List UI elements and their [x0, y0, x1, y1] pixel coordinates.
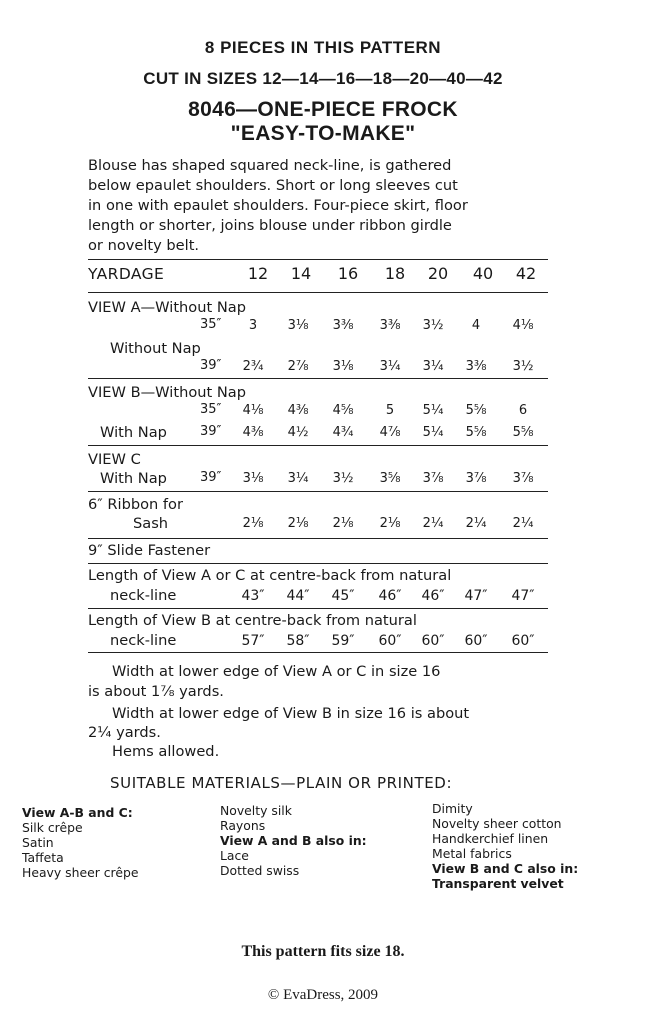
description-line: or novelty belt. — [88, 237, 200, 254]
yardage-cell: 3 — [248, 318, 258, 333]
yardage-cell: 3¼ — [422, 359, 444, 374]
with-nap-label: With Nap — [100, 470, 167, 487]
yardage-cell: 2⅞ — [287, 359, 309, 374]
length-cell: 57″ — [241, 633, 265, 649]
yardage-cell: 5 — [385, 403, 395, 418]
size-header: 14 — [290, 264, 312, 283]
materials-item: Transparent velvet — [432, 876, 564, 891]
description-line: length or shorter, joins blouse under ribbon girdle — [88, 217, 452, 234]
yardage-cell: 5¼ — [422, 403, 444, 418]
length-cell: 60″ — [378, 633, 402, 649]
yardage-cell: 2⅛ — [379, 516, 401, 531]
ribbon-label: 6″ Ribbon for — [88, 496, 183, 513]
materials-column-3 — [432, 801, 578, 891]
materials-heading: SUITABLE MATERIALS—PLAIN OR PRINTED: — [110, 774, 453, 792]
description-line: Blouse has shaped squared neck-line, is gathered — [88, 157, 452, 174]
yardage-cell: 3⅞ — [465, 471, 487, 486]
yardage-cell: 4⅛ — [512, 318, 534, 333]
yardage-cell: 5⅝ — [512, 425, 534, 440]
yardage-cell: 4⅝ — [332, 403, 354, 418]
yardage-cell: 5⅝ — [465, 403, 487, 418]
length-cell: 60″ — [464, 633, 488, 649]
table-top-rule — [88, 259, 548, 260]
materials-item: Satin — [22, 835, 54, 850]
yardage-cell: 3¼ — [287, 471, 309, 486]
yardage-cell: 2⅛ — [242, 516, 264, 531]
yardage-cell: 5⅝ — [465, 425, 487, 440]
yardage-header-label: YARDAGE — [88, 265, 165, 283]
yardage-cell: 3⅜ — [332, 318, 354, 333]
yardage-cell: 4 — [471, 318, 481, 333]
materials-item: Handkerchief linen — [432, 831, 549, 846]
materials-item: Silk crêpe — [22, 820, 83, 835]
materials-item: View A and B also in: — [220, 833, 367, 848]
yardage-cell: 4⅛ — [242, 403, 264, 418]
size-header: 42 — [515, 264, 537, 283]
materials-item: Lace — [220, 848, 249, 863]
length-cell: 43″ — [241, 588, 265, 604]
size-header: 16 — [337, 264, 359, 283]
table-rule — [88, 538, 548, 539]
length-cell: 58″ — [286, 633, 310, 649]
yardage-cell: 3½ — [332, 471, 354, 486]
sizes-heading: CUT IN SIZES 12—14—16—18—20—40—42 — [143, 69, 503, 88]
yardage-cell: 3⅛ — [287, 318, 309, 333]
materials-column-1 — [22, 805, 138, 880]
length-cell: 45″ — [331, 588, 355, 604]
table-rule — [88, 608, 548, 609]
materials-item: Dotted swiss — [220, 863, 300, 878]
yardage-cell: 4½ — [287, 425, 309, 440]
yardage-cell: 3⅝ — [379, 471, 401, 486]
yardage-cell: 3⅞ — [422, 471, 444, 486]
size-header: 40 — [472, 264, 494, 283]
yardage-cell: 4⅜ — [287, 403, 309, 418]
fabric-width: 39″ — [200, 358, 222, 373]
yardage-cell: 3⅛ — [332, 359, 354, 374]
yardage-cell: 2¾ — [242, 359, 264, 374]
view-a-label: VIEW A—Without Nap — [88, 299, 246, 316]
table-rule — [88, 491, 548, 492]
yardage-cell: 2¼ — [512, 516, 534, 531]
description — [88, 156, 558, 256]
length-cell: 47″ — [511, 588, 535, 604]
length-cell: 46″ — [421, 588, 445, 604]
yardage-cell: 3½ — [422, 318, 444, 333]
pieces-heading: 8 PIECES IN THIS PATTERN — [204, 38, 442, 57]
yardage-cell: 5¼ — [422, 425, 444, 440]
materials-item: Novelty silk — [220, 803, 292, 818]
length-cell: 59″ — [331, 633, 355, 649]
yardage-cell: 3⅜ — [379, 318, 401, 333]
yardage-cell: 2⅛ — [287, 516, 309, 531]
length-cell: 44″ — [286, 588, 310, 604]
materials-item: Rayons — [220, 818, 266, 833]
neckline-label: neck-line — [110, 632, 177, 649]
yardage-cell: 2⅛ — [332, 516, 354, 531]
view-c-label: VIEW C — [88, 451, 141, 468]
fit-note: This pattern fits size 18. — [241, 943, 405, 960]
size-header: 12 — [247, 264, 269, 283]
yardage-cell: 4⅞ — [379, 425, 401, 440]
table-rule — [88, 292, 548, 293]
yardage-cell: 3⅜ — [465, 359, 487, 374]
width-b-note-cont: 2¼ yards. — [88, 724, 161, 741]
pattern-title: 8046—ONE-PIECE FROCK — [188, 98, 458, 121]
yardage-cell: 3½ — [512, 359, 534, 374]
length-cell: 60″ — [421, 633, 445, 649]
view-b-label: VIEW B—Without Nap — [88, 384, 246, 401]
sash-label: Sash — [133, 515, 169, 532]
yardage-cell: 6 — [518, 403, 528, 418]
size-header: 20 — [427, 264, 449, 283]
materials-item: Metal fabrics — [432, 846, 512, 861]
table-rule — [88, 563, 548, 564]
fastener-label: 9″ Slide Fastener — [88, 542, 211, 559]
length-b-label: Length of View B at centre-back from natural — [88, 612, 417, 629]
materials-item: Taffeta — [22, 850, 64, 865]
view-a-sub-label: Without Nap — [110, 340, 201, 357]
length-ac-label: Length of View A or C at centre-back from natural — [88, 567, 452, 584]
materials-item: Heavy sheer crêpe — [22, 865, 139, 880]
length-cell: 46″ — [378, 588, 402, 604]
neckline-label: neck-line — [110, 587, 177, 604]
materials-item: View B and C also in: — [432, 861, 579, 876]
fabric-width: 35″ — [200, 317, 222, 332]
width-ac-note: Width at lower edge of View A or C in size 16 — [112, 663, 441, 680]
yardage-cell: 3⅛ — [242, 471, 264, 486]
yardage-cell: 3¼ — [379, 359, 401, 374]
table-bottom-rule — [88, 652, 548, 653]
yardage-cell: 4¾ — [332, 425, 354, 440]
fabric-width: 35″ — [200, 402, 222, 417]
length-cell: 60″ — [511, 633, 535, 649]
hems-note: Hems allowed. — [112, 743, 220, 760]
description-line: below epaulet shoulders. Short or long sleeves cut — [88, 177, 458, 194]
description-line: in one with epaulet shoulders. Four-piece skirt, floor — [88, 197, 468, 214]
pattern-subtitle: "EASY-TO-MAKE" — [230, 122, 416, 145]
table-rule — [88, 378, 548, 379]
fabric-width: 39″ — [200, 424, 222, 439]
length-cell: 47″ — [464, 588, 488, 604]
yardage-cell: 2¼ — [465, 516, 487, 531]
yardage-cell: 4⅜ — [242, 425, 264, 440]
materials-item: Novelty sheer cotton — [432, 816, 562, 831]
copyright: © EvaDress, 2009 — [267, 987, 379, 1003]
fabric-width: 39″ — [200, 470, 222, 485]
with-nap-label: With Nap — [100, 424, 167, 441]
materials-column-2 — [220, 803, 367, 878]
width-ac-note-cont: is about 1⅞ yards. — [88, 683, 224, 700]
materials-item: View A-B and C: — [22, 805, 133, 820]
materials-item: Dimity — [432, 801, 473, 816]
yardage-cell: 3⅞ — [512, 471, 534, 486]
width-b-note: Width at lower edge of View B in size 16 is about — [112, 705, 470, 722]
size-header: 18 — [384, 264, 406, 283]
yardage-cell: 2¼ — [422, 516, 444, 531]
table-rule — [88, 445, 548, 446]
